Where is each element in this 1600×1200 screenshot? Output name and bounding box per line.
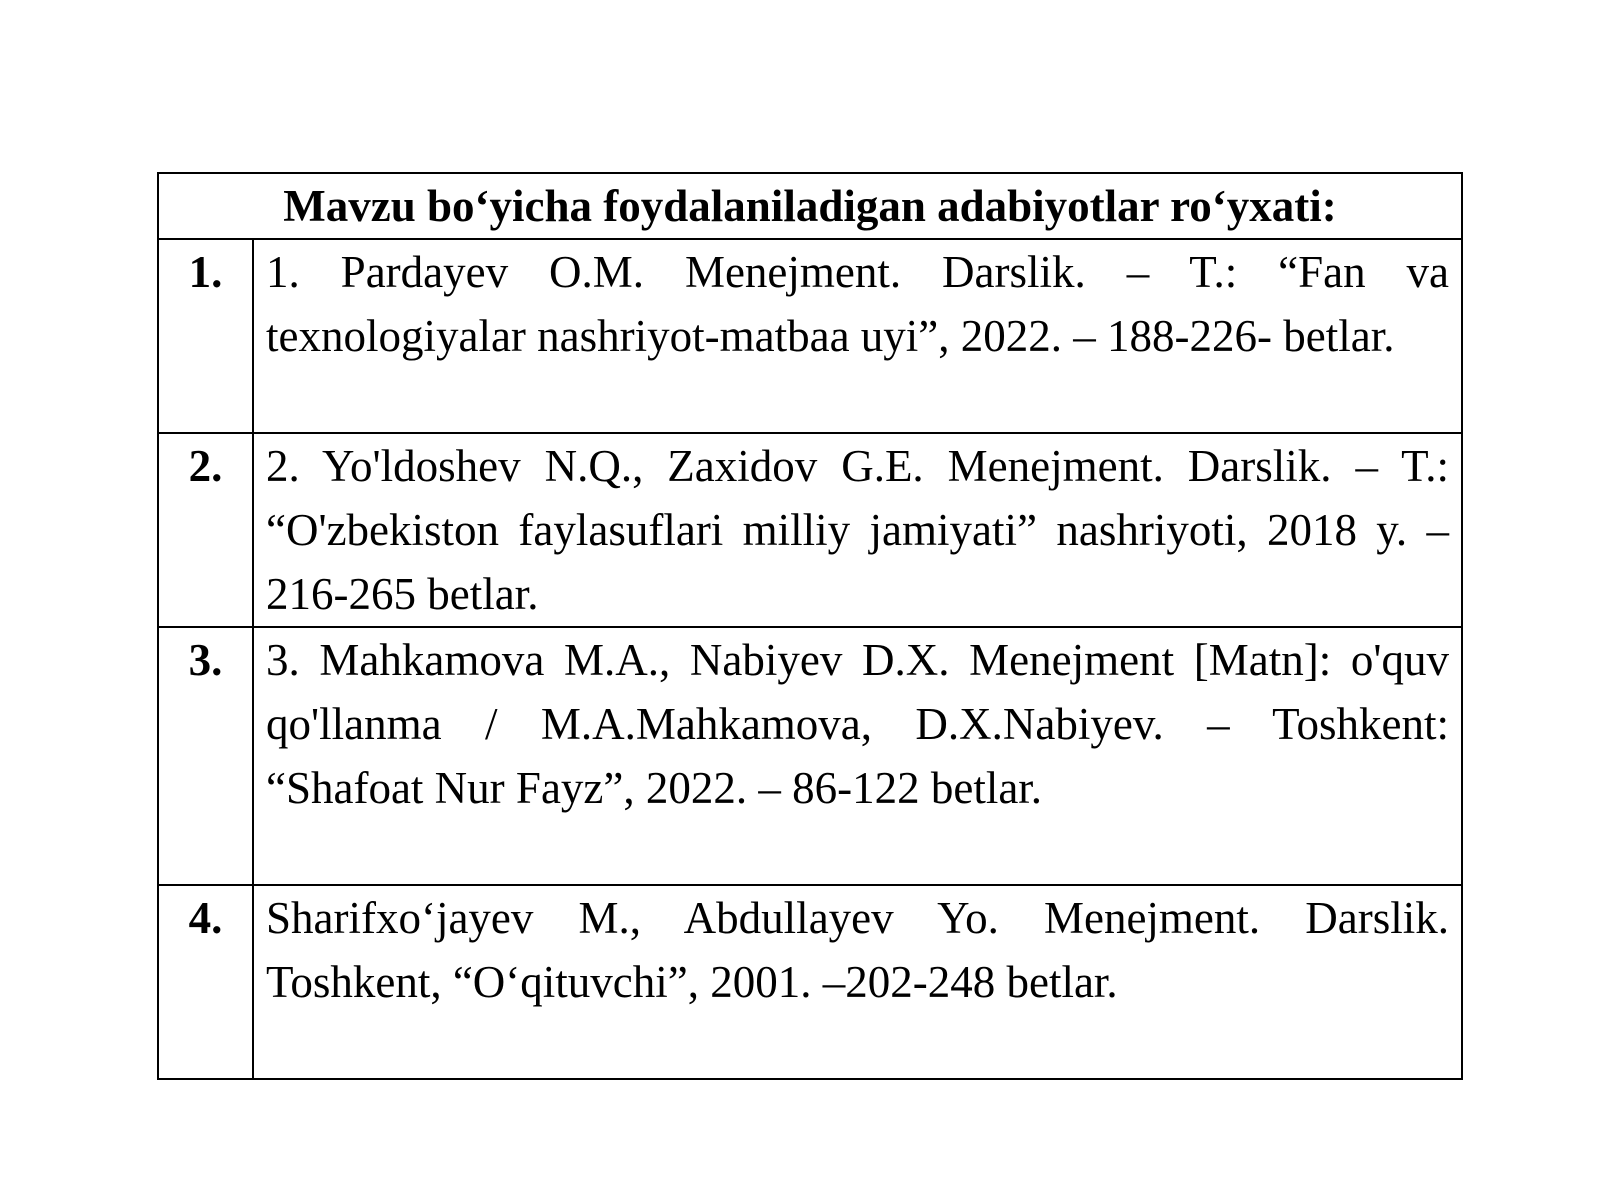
row-number: 3.	[158, 627, 253, 885]
reference-text: Sharifxo‘jayev M., Abdullayev Yo. Menejment. Darslik. Toshkent, “O‘qituvchi”, 2001. –202-248 betlar.	[253, 885, 1462, 1079]
row-number: 1.	[158, 239, 253, 433]
table-row	[158, 239, 1462, 433]
row-number: 2.	[158, 433, 253, 627]
references-table	[157, 172, 1463, 1080]
reference-text: 3. Mahkamova M.A., Nabiyev D.X. Menejment [Matn]: o'quv qo'llanma / M.A.Mahkamova, D.X.Nabiyev. – Toshkent: “Shafoat Nur Fayz”, 2022. – 86-122 betlar.	[253, 627, 1462, 885]
table-row	[158, 627, 1462, 885]
reference-text: 1. Pardayev O.M. Menejment. Darslik. – T.: “Fan va texnologiyalar nashriyot-matbaa uyi”, 2022. – 188-226- betlar.	[253, 239, 1462, 433]
table-row	[158, 433, 1462, 627]
row-number: 4.	[158, 885, 253, 1079]
table-header-row	[158, 173, 1462, 239]
reference-text: 2. Yo'ldoshev N.Q., Zaxidov G.E. Menejment. Darslik. – T.: “O'zbekiston faylasuflari milliy jamiyati” nashriyoti, 2018 y. – 216-265 betlar.	[253, 433, 1462, 627]
table-row	[158, 885, 1462, 1079]
table-title: Mavzu bo‘yicha foydalaniladigan adabiyotlar ro‘yxati:	[158, 173, 1462, 239]
